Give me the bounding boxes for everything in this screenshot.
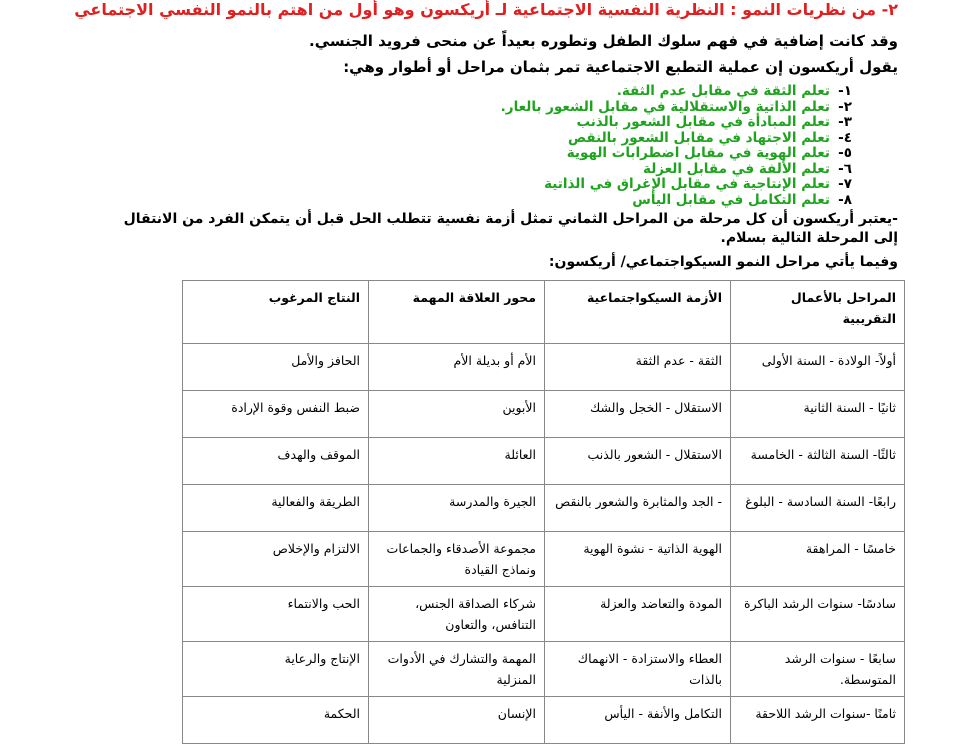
cell-outcome: الحب والانتماء <box>183 587 369 642</box>
stage-item: ٥-تعلم الهوية في مقابل اضطرابات الهوية <box>566 145 852 161</box>
header-outcome: النتاج المرغوب <box>183 281 369 344</box>
cell-outcome: الالتزام والإخلاص <box>183 532 369 587</box>
cell-stage: رابعًا- السنة السادسة - البلوغ <box>731 485 905 532</box>
cell-outcome: الإنتاج والرعاية <box>183 642 369 697</box>
cell-outcome: الموقف والهدف <box>183 438 369 485</box>
cell-relation: شركاء الصداقة الجنس، التنافس، والتعاون <box>369 587 545 642</box>
table-row <box>183 344 905 391</box>
cell-crisis: الهوية الذاتية - نشوة الهوية <box>545 532 731 587</box>
stages-list <box>152 84 852 208</box>
header-stage: المراحل بالأعمال التقريبية <box>731 281 905 344</box>
cell-stage: ثامنًا -سنوات الرشد اللاحقة <box>731 697 905 744</box>
table-row <box>183 485 905 532</box>
stage-item: ٨-تعلم التكامل في مقابل اليأس <box>632 191 852 208</box>
cell-stage: خامسًا - المراهقة <box>731 532 905 587</box>
cell-stage: ثالثًا- السنة الثالثة - الخامسة <box>731 438 905 485</box>
cell-relation: العائلة <box>369 438 545 485</box>
table-row <box>183 391 905 438</box>
erikson-stages-table <box>182 280 905 744</box>
cell-relation: الأم أو بديلة الأم <box>369 344 545 391</box>
table-row <box>183 697 905 744</box>
cell-relation: الأبوين <box>369 391 545 438</box>
cell-stage: أولاً- الولادة - السنة الأولى <box>731 344 905 391</box>
cell-crisis: الاستقلال - الخجل والشك <box>545 391 731 438</box>
table-row <box>183 438 905 485</box>
cell-stage: سادسًا- سنوات الرشد الباكرة <box>731 587 905 642</box>
cell-relation: الإنسان <box>369 697 545 744</box>
cell-crisis: المودة والتعاضد والعزلة <box>545 587 731 642</box>
cell-relation: المهمة والتشارك في الأدوات المنزلية <box>369 642 545 697</box>
section-heading: ٢- من نظريات النمو : النظرية النفسية الاجتماعية لـ أريكسون وهو أول من اهتم بالنمو النفسي الاجتماعي <box>74 0 898 19</box>
cell-crisis: - الجد والمثابرة والشعور بالنقص <box>545 485 731 532</box>
cell-stage: سابعًا - سنوات الرشد المتوسطة. <box>731 642 905 697</box>
header-crisis: الأزمة السيكواجتماعية <box>545 281 731 344</box>
stage-item: ١-تعلم الثقة في مقابل عدم الثقة. <box>616 83 852 99</box>
intro-paragraph: وقد كانت إضافية في فهم سلوك الطفل وتطوره بعيداً عن منحى فرويد الجنسي. <box>309 32 898 50</box>
table-row <box>183 642 905 697</box>
table-header-row <box>183 281 905 344</box>
stage-item: ٢-تعلم الذاتية والاستقلالية في مقابل الشعور بالعار. <box>500 98 852 115</box>
crisis-note: -يعتبر أريكسون أن كل مرحلة من المراحل الثماني تمثل أزمة نفسية تتطلب الحل قبل أن يتمكن الفرد من الانتقال إلى المرحلة التالية بسلام. <box>123 211 898 246</box>
cell-crisis: العطاء والاستزادة - الانهماك بالذات <box>545 642 731 697</box>
cell-crisis: الثقة - عدم الثقة <box>545 344 731 391</box>
table-intro: وفيما يأتي مراحل النمو السيكواجتماعي/ أريكسون: <box>548 254 898 270</box>
header-relation: محور العلاقة المهمة <box>369 281 545 344</box>
cell-outcome: الحكمة <box>183 697 369 744</box>
cell-outcome: ضبط النفس وقوة الإرادة <box>183 391 369 438</box>
table-row <box>183 587 905 642</box>
cell-crisis: التكامل والأنفة - اليأس <box>545 697 731 744</box>
table-row <box>183 532 905 587</box>
cell-relation: مجموعة الأصدقاء والجماعات ونماذج القيادة <box>369 532 545 587</box>
cell-outcome: الحافز والأمل <box>183 344 369 391</box>
stage-item: ٤-تعلم الاجتهاد في مقابل الشعور بالنقص <box>567 129 852 146</box>
cell-crisis: الاستقلال - الشعور بالذنب <box>545 438 731 485</box>
cell-relation: الجيرة والمدرسة <box>369 485 545 532</box>
cell-outcome: الطريقة والفعالية <box>183 485 369 532</box>
stages-intro: يقول أريكسون إن عملية التطبع الاجتماعية تمر بثمان مراحل أو أطوار وهي: <box>343 58 898 76</box>
stage-item: ٣-تعلم المبادأة في مقابل الشعور بالذنب <box>576 114 852 130</box>
stage-item: ٦-تعلم الألفة في مقابل العزلة <box>643 160 852 177</box>
cell-stage: ثانيًا - السنة الثانية <box>731 391 905 438</box>
stage-item: ٧-تعلم الإنتاجية في مقابل الإغراق في الذاتية <box>544 176 852 192</box>
